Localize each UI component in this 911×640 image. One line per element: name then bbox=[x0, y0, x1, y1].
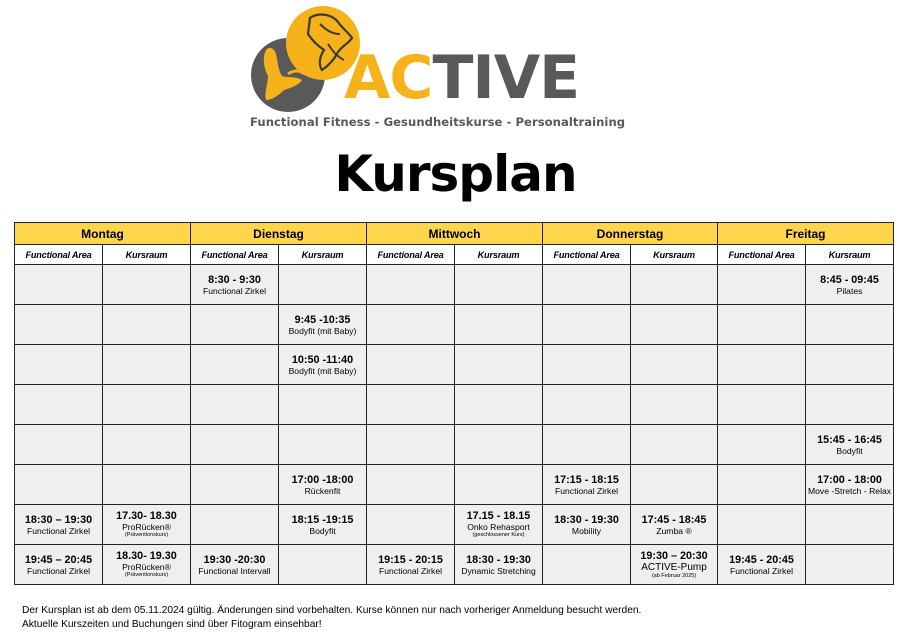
empty-slot bbox=[367, 425, 455, 465]
course-slot bbox=[806, 465, 894, 505]
empty-slot bbox=[718, 305, 806, 345]
course-slot bbox=[455, 505, 543, 545]
page-title: Kursplan bbox=[334, 145, 577, 203]
empty-slot bbox=[806, 305, 894, 345]
course-slot bbox=[191, 545, 279, 585]
empty-slot bbox=[455, 465, 543, 505]
room-header: Kursraum bbox=[455, 245, 543, 265]
course-time: 17.30- 18.30 bbox=[116, 510, 177, 522]
course-name: Bodyfit (mit Baby) bbox=[288, 325, 357, 336]
empty-slot bbox=[191, 425, 279, 465]
course-slot bbox=[15, 505, 103, 545]
course-name: Bodyfit bbox=[836, 445, 863, 456]
course-slot bbox=[103, 545, 191, 585]
course-time: 17:00 -18:00 bbox=[291, 473, 354, 486]
course-time: 18:30 - 19:30 bbox=[554, 513, 619, 526]
course-time: 9:45 -10:35 bbox=[294, 313, 351, 326]
course-slot bbox=[103, 505, 191, 545]
empty-slot bbox=[631, 385, 718, 425]
empty-slot bbox=[15, 385, 103, 425]
footer-note bbox=[22, 604, 641, 632]
room-header: Kursraum bbox=[631, 245, 718, 265]
course-slot bbox=[631, 505, 718, 545]
empty-slot bbox=[806, 385, 894, 425]
course-time: 17:15 - 18:15 bbox=[554, 473, 619, 486]
course-time: 8:45 - 09:45 bbox=[820, 273, 879, 286]
course-note: (ab Februar 2025) bbox=[651, 572, 697, 579]
course-name: ProRücken® bbox=[122, 522, 171, 532]
course-note: (Präventionskurs) bbox=[124, 532, 169, 538]
course-time: 19:30 -20:30 bbox=[203, 553, 266, 566]
course-note: (geschlossener Kurs) bbox=[472, 532, 525, 538]
course-name: Move -Stretch - Relax bbox=[807, 485, 892, 496]
empty-slot bbox=[367, 305, 455, 345]
empty-slot bbox=[15, 465, 103, 505]
course-slot bbox=[15, 545, 103, 585]
empty-slot bbox=[367, 265, 455, 305]
course-time: 19:45 - 20:45 bbox=[729, 553, 794, 566]
course-time: 19:45 – 20:45 bbox=[24, 553, 93, 566]
course-name: Dynamic Stretching bbox=[461, 565, 536, 576]
room-header: Kursraum bbox=[103, 245, 191, 265]
empty-slot bbox=[718, 385, 806, 425]
empty-slot bbox=[279, 265, 367, 305]
empty-slot bbox=[631, 265, 718, 305]
course-slot bbox=[279, 505, 367, 545]
course-slot bbox=[279, 305, 367, 345]
room-header: Functional Area bbox=[191, 245, 279, 265]
active-logo bbox=[248, 4, 626, 132]
schedule-row bbox=[15, 425, 894, 465]
course-slot bbox=[718, 545, 806, 585]
empty-slot bbox=[718, 425, 806, 465]
empty-slot bbox=[718, 505, 806, 545]
empty-slot bbox=[543, 345, 631, 385]
empty-slot bbox=[191, 305, 279, 345]
course-slot bbox=[455, 545, 543, 585]
course-name: Functional Zirkel bbox=[378, 565, 443, 576]
schedule-row bbox=[15, 505, 894, 545]
course-name: Zumba ® bbox=[656, 525, 692, 536]
course-name: Pilates bbox=[836, 285, 863, 296]
day-header-montag: Montag bbox=[15, 223, 191, 245]
empty-slot bbox=[455, 385, 543, 425]
course-schedule-table bbox=[14, 222, 894, 585]
empty-slot bbox=[191, 465, 279, 505]
course-name: Rückenfit bbox=[304, 485, 341, 496]
course-time: 18:15 -19:15 bbox=[291, 513, 354, 526]
empty-slot bbox=[455, 305, 543, 345]
course-time: 19:15 - 20:15 bbox=[378, 553, 443, 566]
room-header: Functional Area bbox=[15, 245, 103, 265]
empty-slot bbox=[806, 505, 894, 545]
schedule-row bbox=[15, 305, 894, 345]
empty-slot bbox=[543, 545, 631, 585]
day-header-donnerstag: Donnerstag bbox=[543, 223, 718, 245]
empty-slot bbox=[455, 345, 543, 385]
empty-slot bbox=[718, 345, 806, 385]
schedule-row bbox=[15, 465, 894, 505]
course-name: Functional Zirkel bbox=[729, 565, 794, 576]
empty-slot bbox=[543, 425, 631, 465]
day-header-freitag: Freitag bbox=[718, 223, 894, 245]
course-name: Functional Intervall bbox=[198, 565, 271, 576]
course-time: 8:30 - 9:30 bbox=[208, 273, 261, 286]
empty-slot bbox=[279, 425, 367, 465]
footer-line-validity: Der Kursplan ist ab dem 05.11.2024 gültig. Änderungen sind vorbehalten. Kurse können nur nach vorheriger Anmeldung besucht werden. bbox=[22, 605, 642, 616]
empty-slot bbox=[455, 425, 543, 465]
room-header: Kursraum bbox=[279, 245, 367, 265]
empty-slot bbox=[718, 265, 806, 305]
day-header-mittwoch: Mittwoch bbox=[367, 223, 543, 245]
empty-slot bbox=[15, 425, 103, 465]
empty-slot bbox=[543, 385, 631, 425]
course-slot bbox=[631, 545, 718, 585]
empty-slot bbox=[543, 305, 631, 345]
course-name: Bodyfit bbox=[309, 525, 336, 536]
course-time: 18:30 – 19:30 bbox=[24, 513, 93, 526]
empty-slot bbox=[103, 265, 191, 305]
room-header: Functional Area bbox=[718, 245, 806, 265]
schedule-row bbox=[15, 265, 894, 305]
schedule-row bbox=[15, 385, 894, 425]
course-slot bbox=[543, 505, 631, 545]
empty-slot bbox=[367, 505, 455, 545]
logo-wordmark-tive: TIVE bbox=[432, 43, 580, 113]
empty-slot bbox=[455, 265, 543, 305]
empty-slot bbox=[718, 465, 806, 505]
room-header: Functional Area bbox=[543, 245, 631, 265]
room-header-row bbox=[15, 245, 894, 265]
course-name: Functional Zirkel bbox=[26, 565, 91, 576]
course-name: Onko Rehasport bbox=[467, 522, 530, 532]
schedule-row bbox=[15, 345, 894, 385]
course-slot bbox=[279, 465, 367, 505]
empty-slot bbox=[543, 265, 631, 305]
empty-slot bbox=[631, 305, 718, 345]
empty-slot bbox=[367, 385, 455, 425]
course-time: 18:30 - 19:30 bbox=[466, 553, 531, 566]
room-header: Kursraum bbox=[806, 245, 894, 265]
empty-slot bbox=[367, 345, 455, 385]
empty-slot bbox=[103, 345, 191, 385]
empty-slot bbox=[103, 385, 191, 425]
day-header-row bbox=[15, 223, 894, 245]
day-header-dienstag: Dienstag bbox=[191, 223, 367, 245]
empty-slot bbox=[103, 425, 191, 465]
course-note: (Präventionskurs) bbox=[124, 572, 169, 578]
course-slot bbox=[279, 345, 367, 385]
empty-slot bbox=[15, 265, 103, 305]
empty-slot bbox=[367, 465, 455, 505]
empty-slot bbox=[631, 345, 718, 385]
course-name: Functional Zirkel bbox=[26, 525, 91, 536]
course-name: Mobility bbox=[571, 525, 602, 536]
footer-line-booking: Aktuelle Kurszeiten und Buchungen sind über Fitogram einsehbar! bbox=[22, 619, 322, 630]
empty-slot bbox=[103, 465, 191, 505]
empty-slot bbox=[15, 345, 103, 385]
empty-slot bbox=[191, 385, 279, 425]
course-name: ACTIVE-Pump bbox=[641, 561, 707, 573]
empty-slot bbox=[191, 505, 279, 545]
empty-slot bbox=[15, 305, 103, 345]
course-time: 17:45 - 18:45 bbox=[641, 513, 707, 526]
course-slot bbox=[806, 265, 894, 305]
course-time: 17:00 - 18:00 bbox=[817, 473, 882, 486]
course-slot bbox=[367, 545, 455, 585]
course-time: 10:50 -11:40 bbox=[291, 353, 354, 366]
course-time: 18.30- 19.30 bbox=[116, 550, 177, 562]
logo-wordmark-ac: AC bbox=[344, 43, 433, 113]
course-slot bbox=[543, 465, 631, 505]
schedule-body bbox=[15, 265, 894, 585]
logo-wordmark bbox=[344, 43, 580, 113]
course-name: Functional Zirkel bbox=[202, 285, 267, 296]
empty-slot bbox=[191, 345, 279, 385]
empty-slot bbox=[631, 425, 718, 465]
empty-slot bbox=[279, 545, 367, 585]
room-header: Functional Area bbox=[367, 245, 455, 265]
course-slot bbox=[191, 265, 279, 305]
empty-slot bbox=[631, 465, 718, 505]
empty-slot bbox=[103, 305, 191, 345]
schedule-row bbox=[15, 545, 894, 585]
course-time: 15:45 - 16:45 bbox=[817, 433, 882, 446]
empty-slot bbox=[279, 385, 367, 425]
course-time: 19:30 – 20:30 bbox=[640, 549, 708, 562]
logo-tagline: Functional Fitness - Gesundheitskurse - Personaltraining bbox=[250, 115, 626, 129]
empty-slot bbox=[806, 345, 894, 385]
course-name: Functional Zirkel bbox=[554, 485, 619, 496]
empty-slot bbox=[806, 545, 894, 585]
course-name: ProRücken® bbox=[122, 562, 171, 572]
course-time: 17.15 - 18.15 bbox=[466, 510, 531, 522]
course-name: Bodyfit (mit Baby) bbox=[288, 365, 357, 376]
course-slot bbox=[806, 425, 894, 465]
